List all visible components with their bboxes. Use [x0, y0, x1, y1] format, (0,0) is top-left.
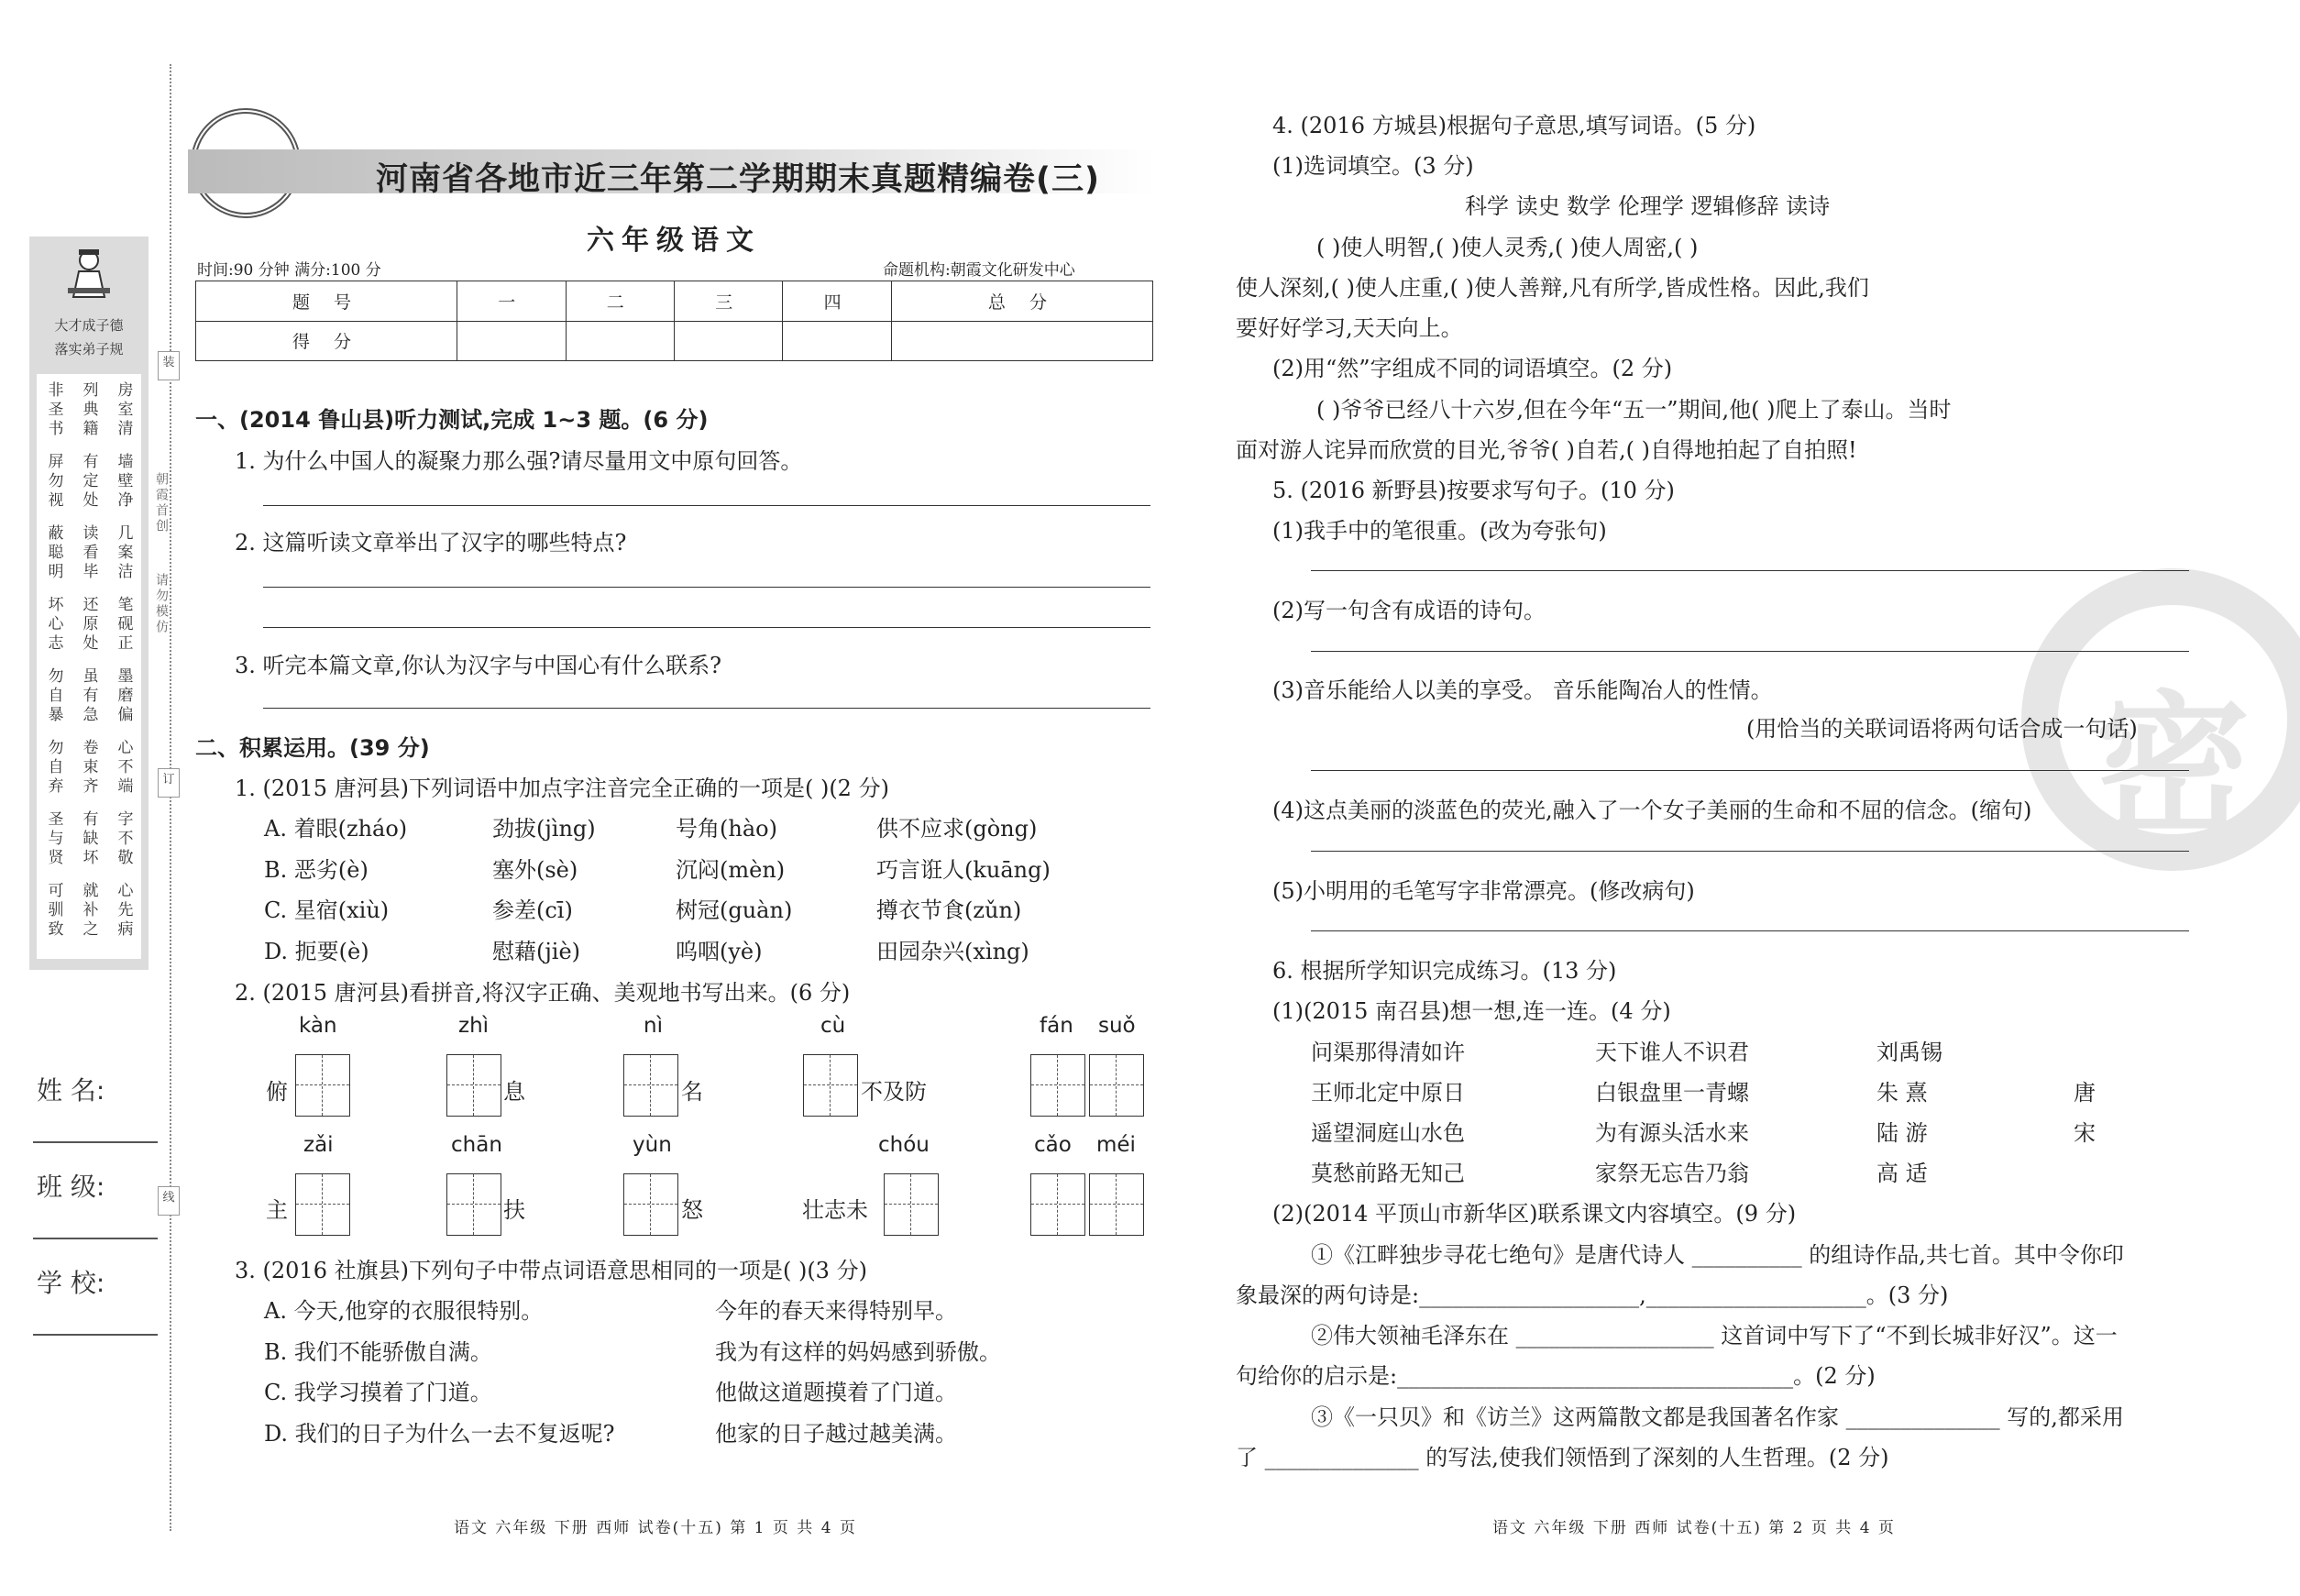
- score-cell[interactable]: [783, 321, 891, 361]
- fill-line: ①《江畔独步寻花七绝句》是唐代诗人 __________ 的组诗作品,共七首。其中令你印: [1311, 1242, 2124, 1268]
- option-text: A. 着眼(zháo): [264, 816, 408, 842]
- question-1-3: 3. 听完本篇文章,你认为汉字与中国心有什么联系?: [235, 653, 722, 678]
- pinyin: chān: [451, 1133, 502, 1157]
- pinyin: nì: [644, 1014, 663, 1038]
- match-item[interactable]: 刘禹锡: [1876, 1040, 1942, 1065]
- pinyin: zhì: [458, 1014, 490, 1038]
- class-input-line[interactable]: [33, 1238, 158, 1239]
- seal-mark: 装: [158, 351, 180, 380]
- writing-box[interactable]: [803, 1054, 858, 1117]
- school-input-line[interactable]: [33, 1334, 158, 1336]
- option-text: 塞外(sè): [492, 857, 578, 883]
- option-text: C. 星宿(xiù): [264, 897, 390, 923]
- name-input-line[interactable]: [33, 1141, 158, 1143]
- binding-dotted-line: [170, 64, 171, 1531]
- option-text: 沉闷(mèn): [676, 857, 786, 883]
- option-sentence: B. 我们不能骄傲自满。: [264, 1339, 492, 1365]
- pinyin: cù: [820, 1014, 846, 1038]
- match-item[interactable]: 朱 熹: [1876, 1080, 1928, 1106]
- page-title: 河南省各地市近三年第二学期期末真题精编卷(三): [376, 161, 1100, 198]
- word-bank: 科学 读史 数学 伦理学 逻辑修辞 读诗: [1465, 193, 1831, 219]
- question-6: 6. 根据所学知识完成练习。(13 分): [1272, 958, 1617, 984]
- section-1-title: 一、(2014 鲁山县)听力测试,完成 1~3 题。(6 分): [195, 407, 709, 433]
- motto-group: 坏心志 还原处 笔砚正: [44, 596, 133, 654]
- option-sentence: A. 今天,他穿的衣服很特别。: [264, 1298, 544, 1324]
- fill-line: 象最深的两句诗是:____________________,____________________。(3 分): [1236, 1282, 1949, 1308]
- option-text: 号角(hào): [676, 816, 777, 842]
- match-item[interactable]: 高 适: [1876, 1161, 1928, 1186]
- question-5-3: (3)音乐能给人以美的享受。 音乐能陶冶人的性情。: [1272, 677, 1773, 703]
- writing-box[interactable]: [1030, 1054, 1085, 1117]
- confidential-watermark-icon: 密: [2021, 568, 2300, 871]
- answer-line[interactable]: [1311, 651, 2189, 652]
- question-4-1: (1)选词填空。(3 分): [1272, 153, 1474, 179]
- page-subtitle: 六年级语文: [587, 225, 761, 257]
- option-sentence: 我为有这样的妈妈感到骄傲。: [715, 1339, 1001, 1365]
- side-note-1: 朝霞首创: [154, 472, 169, 534]
- writing-box[interactable]: [623, 1173, 678, 1236]
- answer-line[interactable]: [1311, 930, 2189, 931]
- fill-line: ( )爷爷已经八十六岁,但在今年“五一”期间,他( )爬上了泰山。当时: [1316, 397, 1952, 423]
- name-label: 姓 名:: [37, 1075, 105, 1106]
- fill-line: 了 ______________ 的写法,使我们领悟到了深刻的人生哲理。(2 分): [1236, 1445, 1889, 1470]
- match-item[interactable]: 陆 游: [1876, 1120, 1928, 1146]
- score-header: 四: [783, 281, 891, 322]
- motto-group: 蔽聪明 读看毕 几案洁: [44, 524, 133, 582]
- writing-box[interactable]: [295, 1173, 350, 1236]
- match-item[interactable]: 问渠那得清如许: [1311, 1040, 1465, 1065]
- pinyin: chóu: [878, 1133, 930, 1157]
- option-sentence: D. 我们的日子为什么一去不复返呢?: [264, 1421, 615, 1447]
- match-item[interactable]: 莫愁前路无知己: [1311, 1161, 1465, 1186]
- question-2-3: 3. (2016 社旗县)下列句子中带点词语意思相同的一项是( )(3 分): [235, 1258, 867, 1283]
- match-item[interactable]: 家祭无忘告乃翁: [1595, 1161, 1749, 1186]
- question-1-1: 1. 为什么中国人的凝聚力那么强?请尽量用文中原句回答。: [235, 448, 803, 474]
- option-text: B. 恶劣(è): [264, 857, 369, 883]
- question-2-2: 2. (2015 唐河县)看拼音,将汉字正确、美观地书写出来。(6 分): [235, 980, 851, 1006]
- word-part: 不及防: [861, 1079, 927, 1105]
- match-item[interactable]: 遥望洞庭山水色: [1311, 1120, 1465, 1146]
- motto-strip: [29, 237, 149, 970]
- writing-box[interactable]: [295, 1054, 350, 1117]
- question-5-2: (2)写一句含有成语的诗句。: [1272, 598, 1546, 623]
- writing-box[interactable]: [1089, 1173, 1144, 1236]
- writing-box[interactable]: [446, 1054, 501, 1117]
- score-cell[interactable]: [674, 321, 782, 361]
- option-text: 劲拔(jìng): [492, 816, 596, 842]
- fill-line: ③《一只贝》和《访兰》这两篇散文都是我国著名作家 ______________ 写的,都采用: [1311, 1404, 2124, 1430]
- option-text: 呜咽(yè): [676, 939, 763, 964]
- fill-line: 使人深刻,( )使人庄重,( )使人善辩,凡有所学,皆成性格。因此,我们: [1236, 275, 1869, 301]
- word-part: 壮志未: [802, 1197, 868, 1223]
- fill-line: 要好好学习,天天向上。: [1236, 315, 1463, 341]
- option-sentence: 他家的日子越过越美满。: [715, 1421, 957, 1447]
- question-6-1: (1)(2015 南召县)想一想,连一连。(4 分): [1272, 998, 1671, 1024]
- option-sentence: 今年的春天来得特别早。: [715, 1298, 957, 1324]
- match-item[interactable]: 王师北定中原日: [1311, 1080, 1465, 1106]
- motto-group: 屏勿视 有定处 墙壁净: [44, 453, 133, 511]
- org-line: 命题机构:朝霞文化研发中心: [883, 261, 1075, 280]
- option-text: 巧言诳人(kuāng): [876, 857, 1051, 883]
- match-item[interactable]: 唐: [2074, 1080, 2096, 1106]
- question-2-1: 1. (2015 唐河县)下列词语中加点字注音完全正确的一项是( )(2 分): [235, 776, 889, 801]
- pinyin: fán: [1040, 1014, 1073, 1038]
- pinyin: méi: [1096, 1133, 1136, 1157]
- question-1-2: 2. 这篇听读文章举出了汉字的哪些特点?: [235, 530, 627, 556]
- option-text: 参差(cī): [492, 897, 573, 923]
- option-text: 树冠(guàn): [676, 897, 793, 923]
- score-cell[interactable]: [457, 321, 566, 361]
- score-header: 总 分: [891, 281, 1152, 322]
- fill-line: 句给你的启示是:____________________________________。(2 分): [1236, 1363, 1876, 1389]
- answer-line[interactable]: [263, 587, 1150, 588]
- score-table: [195, 281, 1153, 361]
- motto-group: 勿自弃 卷束齐 心不端: [44, 739, 133, 797]
- option-text: 慰藉(jiè): [492, 939, 581, 964]
- pinyin: zǎi: [303, 1133, 334, 1157]
- word-part: 怒: [681, 1197, 703, 1223]
- motto-group: 非圣书 列典籍 房室清: [44, 381, 133, 439]
- score-header: 二: [566, 281, 674, 322]
- answer-line[interactable]: [1311, 851, 2189, 852]
- answer-line[interactable]: [263, 708, 1150, 709]
- match-item[interactable]: 宋: [2074, 1120, 2096, 1146]
- writing-box[interactable]: [623, 1054, 678, 1117]
- seal-mark: 订: [158, 768, 180, 798]
- score-cell[interactable]: [566, 321, 674, 361]
- side-note-2: 请勿模仿: [154, 573, 169, 635]
- option-text: D. 扼要(è): [264, 939, 369, 964]
- question-5: 5. (2016 新野县)按要求写句子。(10 分): [1272, 478, 1675, 503]
- question-4-2: (2)用“然”字组成不同的词语填空。(2 分): [1272, 356, 1673, 381]
- score-header: 三: [674, 281, 782, 322]
- time-score: 时间:90 分钟 满分:100 分: [197, 261, 381, 280]
- question-5-5: (5)小明用的毛笔写字非常漂亮。(修改病句): [1272, 878, 1695, 904]
- fill-line: 面对游人诧异而欣赏的目光,爷爷( )自若,( )自得地拍起了自拍照!: [1236, 437, 1857, 463]
- question-4: 4. (2016 方城县)根据句子意思,填写词语。(5 分): [1272, 113, 1756, 138]
- motto-line-2: 落实弟子规: [54, 341, 124, 358]
- word-part: 扶: [503, 1197, 525, 1223]
- option-sentence: 他做这道题摸着了门道。: [715, 1380, 957, 1405]
- fill-line: ( )使人明智,( )使人灵秀,( )使人周密,( ): [1316, 235, 1699, 260]
- word-part: 名: [681, 1079, 703, 1105]
- seal-mark: 线: [158, 1186, 180, 1216]
- match-item[interactable]: 天下谁人不识君: [1595, 1040, 1749, 1065]
- option-text: 供不应求(gòng): [876, 816, 1038, 842]
- option-sentence: C. 我学习摸着了门道。: [264, 1380, 492, 1405]
- motto-group: 圣与贤 有缺坏 字不敬: [44, 810, 133, 868]
- match-item[interactable]: 白银盘里一青螺: [1595, 1080, 1749, 1106]
- writing-box[interactable]: [1030, 1173, 1085, 1236]
- motto-line-1: 大才成子德: [54, 317, 124, 334]
- motto-columns: [37, 374, 141, 959]
- left-footer: 语文 六年级 下册 西师 试卷(十五) 第 1 页 共 4 页: [454, 1519, 857, 1537]
- score-cell[interactable]: [891, 321, 1152, 361]
- word-part: 俯: [266, 1079, 288, 1105]
- class-label: 班 级:: [37, 1172, 105, 1202]
- question-6-2: (2)(2014 平顶山市新华区)联系课文内容填空。(9 分): [1272, 1201, 1797, 1227]
- pinyin: yùn: [633, 1133, 672, 1157]
- word-part: 主: [266, 1197, 288, 1223]
- pinyin: cǎo: [1034, 1133, 1072, 1157]
- word-part: 息: [503, 1079, 525, 1105]
- score-header: 题 号: [196, 281, 457, 322]
- answer-line[interactable]: [263, 505, 1150, 506]
- motto-group: 勿自暴 虽有急 墨磨偏: [44, 667, 133, 725]
- answer-line[interactable]: [1311, 770, 2189, 771]
- answer-line[interactable]: [263, 627, 1150, 628]
- answer-line[interactable]: [1311, 570, 2189, 571]
- pinyin: kàn: [299, 1014, 337, 1038]
- motto-group: 可驯致 就补之 心先病: [44, 882, 133, 940]
- option-text: 撙衣节食(zǔn): [876, 897, 1022, 923]
- writing-box[interactable]: [884, 1173, 939, 1236]
- fill-line: ②伟大领袖毛泽东在 __________________ 这首词中写下了“不到长城非好汉”。这一: [1311, 1323, 2118, 1348]
- question-5-1: (1)我手中的笔很重。(改为夸张句): [1272, 518, 1607, 544]
- right-footer: 语文 六年级 下册 西师 试卷(十五) 第 2 页 共 4 页: [1492, 1519, 1896, 1537]
- question-5-3-note: (用恰当的关联词语将两句话合成一句话): [1746, 716, 2138, 742]
- option-text: 田园杂兴(xìng): [876, 939, 1029, 964]
- writing-box[interactable]: [446, 1173, 501, 1236]
- writing-box[interactable]: [1089, 1054, 1144, 1117]
- school-label: 学 校:: [37, 1268, 105, 1298]
- question-5-4: (4)这点美丽的淡蓝色的荧光,融入了一个女子美丽的生命和不屈的信念。(缩句): [1272, 798, 2032, 823]
- section-2-title: 二、积累运用。(39 分): [195, 735, 430, 761]
- pinyin: suǒ: [1098, 1014, 1136, 1038]
- match-item[interactable]: 为有源头活水来: [1595, 1120, 1749, 1146]
- score-label: 得 分: [196, 321, 457, 361]
- score-header: 一: [457, 281, 566, 322]
